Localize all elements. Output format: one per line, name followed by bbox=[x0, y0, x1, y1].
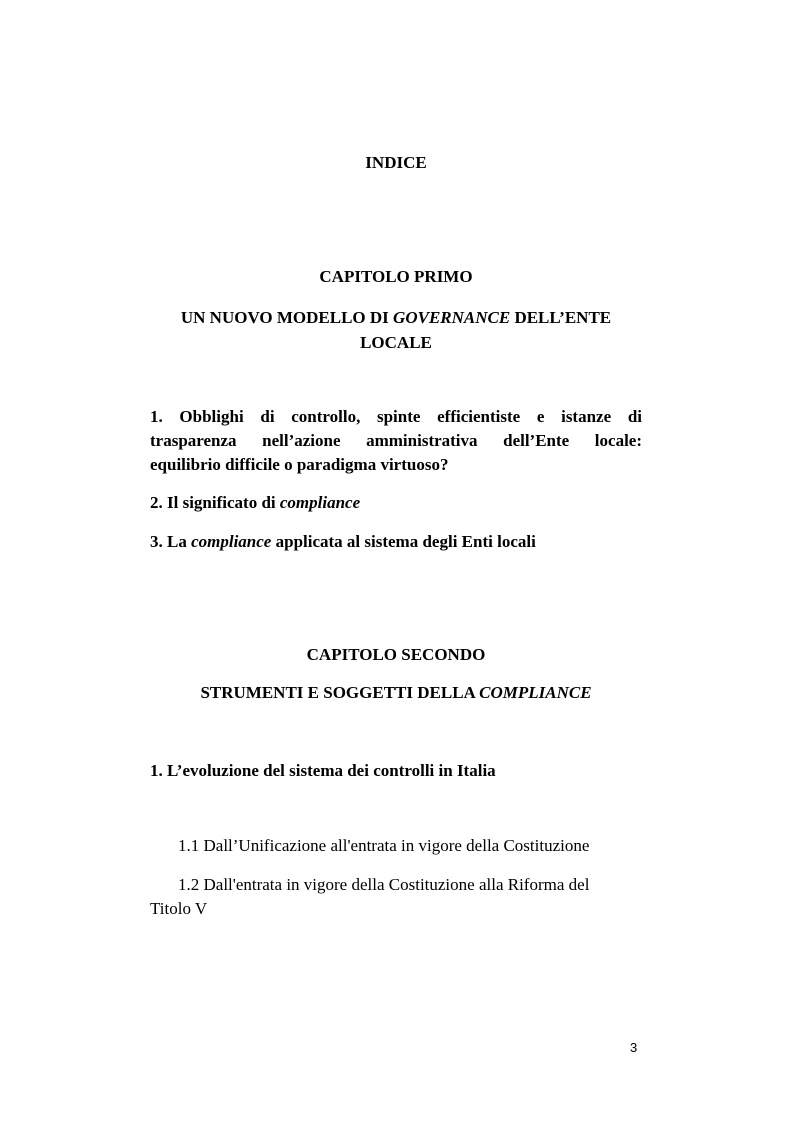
chapter1-item1-line3: equilibrio difficile o paradigma virtuoso? bbox=[150, 455, 449, 474]
chapter1-title-line2: LOCALE bbox=[360, 333, 432, 352]
chapter1-item3-pre: 3. La bbox=[150, 532, 192, 551]
chapter1-item3-post: applicata al sistema degli Enti locali bbox=[271, 532, 536, 551]
chapter1-title-pre: UN NUOVO MODELLO DI bbox=[180, 308, 394, 327]
chapter1-item3 bbox=[150, 530, 642, 554]
chapter1-item2 bbox=[150, 491, 642, 515]
chapter1-title bbox=[150, 305, 642, 355]
chapter2-item1: 1. L’evoluzione del sistema dei controlli in Italia bbox=[150, 761, 496, 780]
chapter1-item1-line1: 1. Obblighi di controllo, spinte efficientiste e istanze di bbox=[150, 407, 642, 426]
chapter2-title bbox=[150, 683, 642, 703]
chapter2-sub2-line2: Titolo V bbox=[150, 899, 208, 918]
chapter1-item2-text: 2. Il significato di bbox=[150, 493, 280, 512]
chapter2-sub2 bbox=[150, 873, 642, 921]
chapter2-title-pre: STRUMENTI E SOGGETTI DELLA bbox=[200, 683, 480, 702]
chapter2-sub1: 1.1 Dall’Unificazione all'entrata in vigore della Costituzione bbox=[178, 836, 590, 855]
chapter1-label: CAPITOLO PRIMO bbox=[319, 267, 473, 286]
chapter1-item1 bbox=[150, 405, 642, 477]
chapter2-label: CAPITOLO SECONDO bbox=[306, 645, 486, 664]
chapter1-item1-line2: trasparenza nell’azione amministrativa dell’Ente locale: bbox=[150, 431, 642, 450]
chapter1-item2-em: compliance bbox=[279, 493, 361, 512]
chapter1-item3-em: compliance bbox=[191, 532, 272, 551]
chapter1-title-post: DELL’ENTE bbox=[510, 308, 612, 327]
page-number: 3 bbox=[630, 1040, 638, 1055]
chapter2-sub2-line1: 1.2 Dall'entrata in vigore della Costituzione alla Riforma del bbox=[178, 875, 590, 894]
chapter2-title-em: COMPLIANCE bbox=[479, 683, 592, 702]
index-title: INDICE bbox=[365, 153, 427, 172]
chapter1-title-em: GOVERNANCE bbox=[393, 308, 511, 327]
